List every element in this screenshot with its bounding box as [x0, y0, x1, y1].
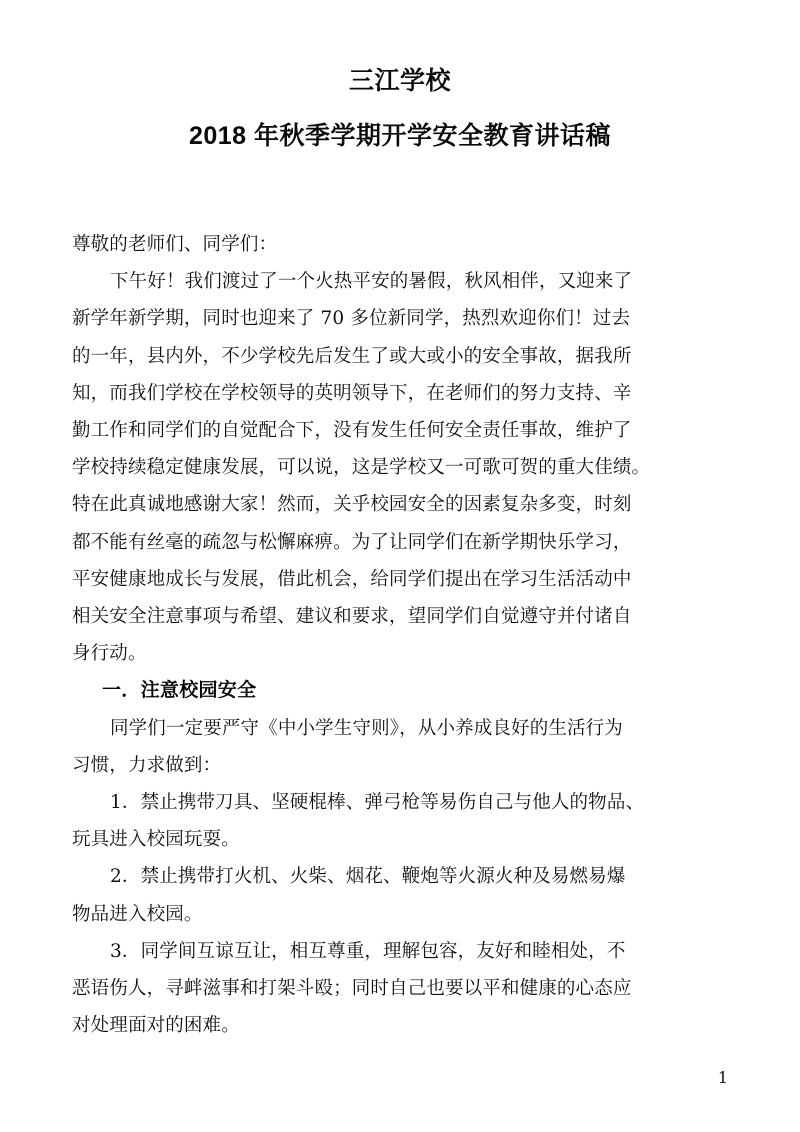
paragraph-line: 新学年新学期，同时也迎来了 70 多位新同学，热烈欢迎你们！过去: [72, 308, 631, 330]
document-body: [72, 226, 730, 1044]
page-number: 1: [717, 1068, 728, 1087]
paragraph-line: 勤工作和同学们的自觉配合下，没有发生任何安全责任事故，维护了: [72, 420, 632, 442]
section-heading-1: 一．注意校园安全: [102, 680, 257, 702]
paragraph-line: 下午好！我们渡过了一个火热平安的暑假，秋风相伴，又迎来了: [110, 271, 633, 293]
paragraph-line: 都不能有丝毫的疏忽与松懈麻痹。为了让同学们在新学期快乐学习，: [72, 531, 632, 553]
list-item-line: 3．同学间互谅互让，相互尊重，理解包容，友好和睦相处，不: [110, 940, 626, 962]
salutation-line: 尊敬的老师们、同学们：: [72, 234, 278, 255]
list-item-line: 物品进入校园。: [72, 903, 203, 925]
list-item-line: 对处理面对的困难。: [72, 1015, 240, 1037]
paragraph-line: 同学们一定要严守《中小学生守则》，从小养成良好的生活行为: [110, 717, 623, 739]
page-title-speech-title: 2018 年秋季学期开学安全教育讲话稿: [188, 122, 612, 150]
paragraph-line: 身行动。: [72, 643, 147, 665]
list-item-line: 玩具进入校园玩耍。: [72, 829, 240, 851]
list-item-line: 1．禁止携带刀具、坚硬棍棒、弹弓枪等易伤自己与他人的物品、: [110, 792, 645, 814]
paragraph-line: 知，而我们学校在学校领导的英明领导下，在老师们的努力支持、辛: [72, 382, 632, 404]
paragraph-line: 学校持续稳定健康发展，可以说，这是学校又一可歌可贺的重大佳绩。: [72, 457, 651, 479]
paragraph-line: 特在此真诚地感谢大家！然而，关乎校园安全的因素复杂多变，时刻: [72, 494, 632, 516]
list-item-line: 2．禁止携带打火机、火柴、烟花、鞭炮等火源火种及易燃易爆: [110, 866, 626, 888]
paragraph-line: 的一年，县内外，不少学校先后发生了或大或小的安全事故，据我所: [72, 345, 632, 367]
paragraph-line: 平安健康地成长与发展，借此机会，给同学们提出在学习生活活动中: [72, 568, 632, 590]
page-title-school-name: 三江学校: [348, 67, 451, 95]
list-item-line: 恶语伤人，寻衅滋事和打架斗殴；同时自己也要以平和健康的心态应: [72, 978, 632, 1000]
paragraph-line: 习惯，力求做到：: [72, 754, 222, 776]
document-title-block: [72, 62, 728, 155]
paragraph-line: 相关安全注意事项与希望、建议和要求，望同学们自觉遵守并付诸自: [72, 606, 632, 628]
